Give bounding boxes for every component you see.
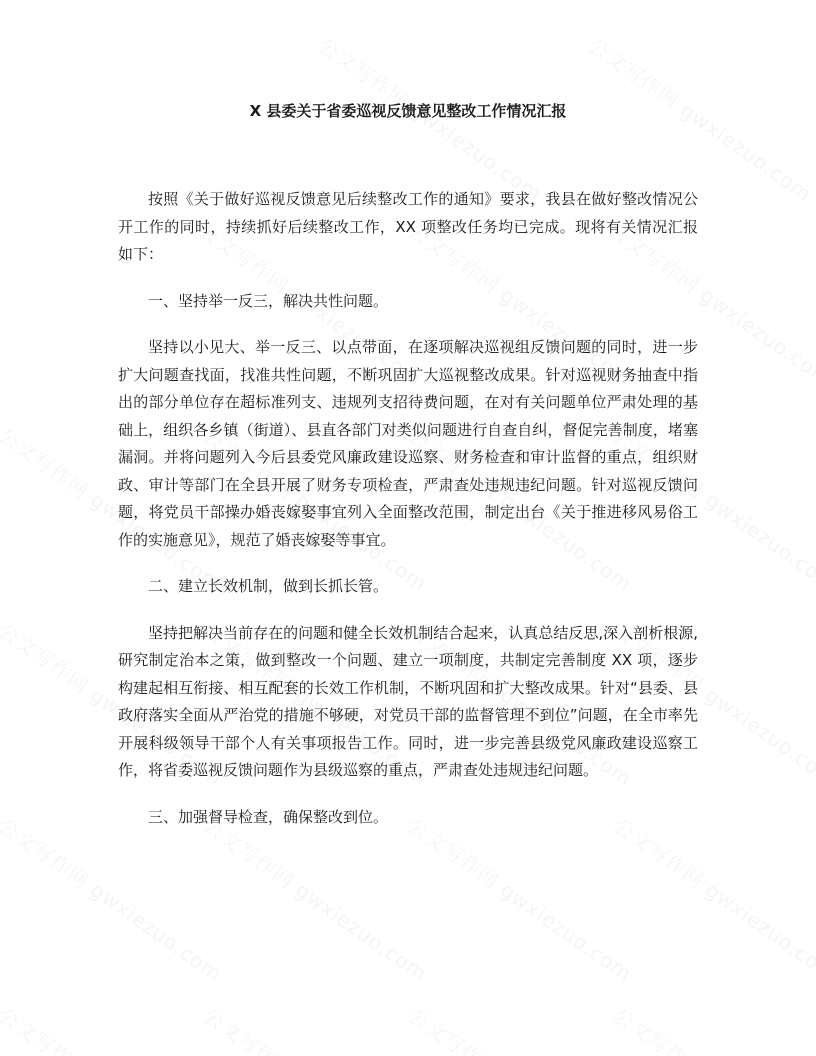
section-1-paragraph: 坚持以小见大、举一反三、以点带面，在逐项解决巡视组反馈问题的同时，进一步扩大问题查找面，找准共性问题，不断巩固扩大巡视整改成果。针对巡视财务抽查中指出的部分单位存在超标准列支、违规列支招待费问题，在对有关问题单位严肃处理的基础上，组织各乡镇（街道）、县直各部门对类似问题进行自查自纠，督促完善制度，堵塞漏洞。并将问题列入今后县委党风廉政建设巡察、财务检查和审计监督的重点，组织财政、审计等部门在全县开展了财务专项检查，严肃查处违规违纪问题。针对巡视反馈问题，将党员干部操办婚丧嫁娶事宜列入全面整改范围，制定出台《关于推进移风易俗工作的实施意见》，规范了婚丧嫁娶等事宜。 (118, 338, 698, 549)
document-body (118, 186, 698, 850)
intro-paragraph: 按照《关于做好巡视反馈意见后续整改工作的通知》要求，我县在做好整改情况公开工作的同时，持续抓好后续整改工作，XX 项整改任务均已完成。现将有关情况汇报如下： (118, 190, 698, 263)
watermark-text (0, 1000, 229, 1056)
section-2-heading: 二、建立长效机制，做到长抓长管。 (148, 577, 389, 595)
section-3-heading: 三、加强督导检查，确保整改到位。 (148, 807, 389, 826)
watermark-text (608, 1000, 816, 1056)
watermark-text (198, 1000, 434, 1056)
document-title: X 县委关于省委巡视反馈意见整改工作情况汇报 (249, 102, 567, 120)
section-1-heading: 一、坚持举一反三，解决共性问题。 (148, 291, 389, 310)
watermark-text (403, 1000, 639, 1056)
section-2-paragraph: 坚持把解决当前存在的问题和健全长效机制结合起来，认真总结反思,深入剖析根源,研究制定治本之策，做到整改一个问题、建立一项制度，共制定完善制度 XX 项，逐步构建起相互衔接、相互配套的长效工作机制，不断巩固和扩大整改成果。针对“县委、县政府落实全面从严治党的措施不够硬，对党员干部的监督管理不到位”问题，在全市率先开展科级领导干部个人有关事项报告工作。同时，进一步完善县级党风廉政建设巡察工作，将省委巡视反馈问题作为县级巡察的重点，严肃查处违规违纪问题。 (118, 623, 698, 779)
